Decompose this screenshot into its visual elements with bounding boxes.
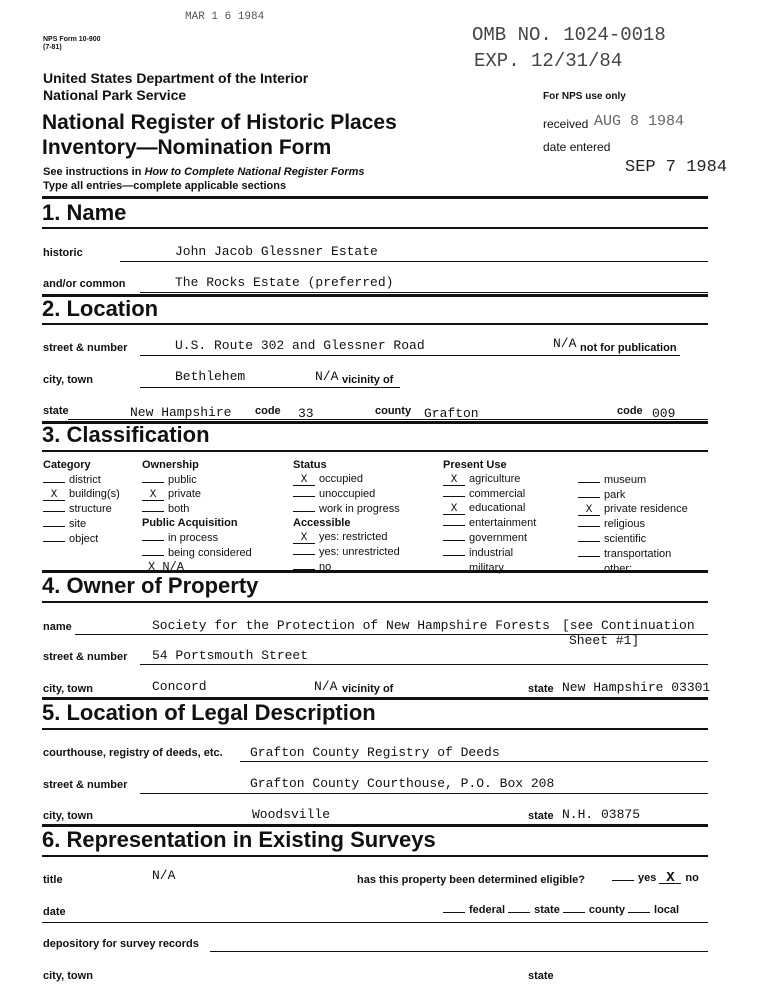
checkbox[interactable]: [43, 472, 65, 483]
status-item-label: unoccupied: [319, 488, 376, 500]
owner-street-label: street & number: [43, 651, 128, 663]
present-use-column: [443, 458, 536, 575]
category-item-label: district: [69, 474, 101, 486]
present-use-item-label: agriculture: [469, 473, 521, 485]
legal-street-value: Grafton County Courthouse, P.O. Box 208: [250, 776, 555, 791]
eligible-options: [612, 870, 699, 884]
form-number: NPS Form 10-900: [43, 36, 101, 43]
county-label: county: [375, 405, 412, 417]
field-underline: [140, 292, 708, 293]
location-city-value: Bethlehem: [175, 369, 246, 384]
field-underline: [68, 419, 708, 420]
ownership-item: [142, 487, 252, 501]
category-item: [43, 531, 120, 546]
eligible-yes-checkbox[interactable]: [612, 870, 634, 881]
legal-city-label: city, town: [43, 810, 93, 822]
checkbox[interactable]: [43, 501, 65, 512]
eligible-no-label: no: [685, 872, 699, 884]
ownership-item: [142, 501, 252, 516]
acquisition-item: [142, 530, 252, 545]
present-use-item-label: scientific: [604, 533, 647, 545]
section5-heading: 5. Location of Legal Description: [42, 700, 376, 725]
checkbox[interactable]: [43, 531, 65, 542]
section-divider: [42, 855, 708, 857]
federal-checkbox[interactable]: [443, 902, 465, 913]
accessible-item-label: no: [319, 561, 332, 573]
form-title-line2: Inventory—Nomination Form: [42, 136, 332, 159]
ownership-item-label: both: [168, 503, 190, 515]
checkbox[interactable]: X: [443, 504, 465, 515]
owner-name-value: Society for the Protection of New Hampshire Forests: [152, 618, 550, 633]
section-divider: [42, 450, 708, 452]
form-number-block: [43, 36, 101, 52]
instructions-line2: Type all entries—complete applicable sections: [43, 180, 287, 192]
checkbox[interactable]: [443, 486, 465, 497]
date-entered-value: SEP 7 1984: [625, 158, 728, 177]
field-underline: [120, 261, 708, 262]
eligible-question: has this property been determined eligible?: [357, 874, 585, 886]
present-use-item-label: entertainment: [469, 517, 537, 529]
acquisition-item-label: being considered: [168, 547, 252, 559]
service-name: National Park Service: [43, 87, 187, 103]
checkbox[interactable]: X: [293, 475, 315, 486]
present-use-item: [578, 561, 688, 576]
field-underline: [140, 664, 708, 665]
present-use-item-label: private residence: [604, 503, 688, 515]
survey-title-value: N/A: [152, 868, 176, 883]
eligible-no-checkbox[interactable]: X: [659, 873, 681, 884]
county-code-value: 009: [652, 406, 676, 421]
acquisition-item-label: in process: [168, 532, 219, 544]
section-divider: [42, 227, 708, 229]
present-use-item: [578, 516, 688, 531]
owner-city-label: city, town: [43, 683, 93, 695]
expiration-date: EXP. 12/31/84: [474, 50, 623, 72]
location-state-label: state: [43, 405, 69, 417]
legal-state-value: N.H. 03875: [562, 807, 641, 822]
nps-use-heading: For NPS use only: [543, 91, 626, 102]
received-value: AUG 8 1984: [594, 113, 685, 130]
common-name-label: and/or common: [43, 278, 126, 290]
ownership-item-label: private: [168, 488, 202, 500]
present-use-column-2: [578, 472, 688, 576]
section2-heading: 2. Location: [42, 296, 159, 321]
checkbox[interactable]: [443, 545, 465, 556]
owner-vicinity-value: N/A: [314, 679, 338, 694]
owner-name-note2: Sheet #1]: [569, 633, 640, 648]
legal-state-label: state: [528, 810, 554, 822]
public-acquisition-title: Public Acquisition: [142, 517, 238, 529]
not-for-publication-value: N/A: [553, 336, 577, 351]
checkbox[interactable]: X: [142, 490, 164, 501]
checkbox[interactable]: [142, 472, 164, 483]
present-use-title: Present Use: [443, 459, 507, 471]
owner-city-value: Concord: [152, 679, 207, 694]
state-checkbox[interactable]: [508, 902, 530, 913]
present-use-item-label: educational: [469, 502, 526, 514]
present-use-item-label: museum: [604, 474, 647, 486]
survey-title-label: title: [43, 874, 63, 886]
category-title: Category: [43, 459, 91, 471]
checkbox[interactable]: [142, 530, 164, 541]
checkbox[interactable]: [293, 486, 315, 497]
local-checkbox[interactable]: [628, 902, 650, 913]
status-item: [293, 472, 400, 486]
checkbox[interactable]: [443, 515, 465, 526]
section1-heading: 1. Name: [42, 200, 127, 225]
field-underline: [140, 387, 400, 388]
category-item: [43, 501, 120, 516]
ownership-column: [142, 458, 252, 574]
depository-label: depository for survey records: [43, 938, 199, 950]
accessible-title: Accessible: [293, 517, 351, 529]
ownership-title: Ownership: [142, 459, 199, 471]
present-use-item: [443, 486, 536, 501]
section-divider: [42, 728, 708, 730]
location-vicinity-label: vicinity of: [342, 374, 394, 386]
present-use-item: [578, 472, 688, 487]
accessible-item-label: yes: restricted: [319, 531, 388, 543]
checkbox[interactable]: [142, 501, 164, 512]
ownership-item-label: public: [168, 474, 197, 486]
checkbox[interactable]: X: [443, 475, 465, 486]
section-divider: [42, 323, 708, 325]
location-street-value: U.S. Route 302 and Glessner Road: [175, 338, 425, 353]
status-item-label: work in progress: [319, 503, 400, 515]
form-title-line1: National Register of Historic Places: [42, 111, 397, 134]
owner-name-label: name: [43, 621, 72, 633]
date-entered-label: date entered: [543, 140, 611, 154]
historic-label: historic: [43, 247, 83, 259]
omb-number: OMB NO. 1024-0018: [472, 24, 666, 46]
survey-date-label: date: [43, 906, 66, 918]
status-item: [293, 486, 400, 501]
federal-label: federal: [469, 904, 506, 916]
present-use-item: [578, 487, 688, 502]
field-underline: [140, 793, 708, 794]
section-divider: [42, 601, 708, 603]
acquisition-item: [142, 545, 252, 560]
present-use-item-label: commercial: [469, 488, 526, 500]
owner-state-value: New Hampshire 03301: [562, 680, 711, 695]
department-name: United States Department of the Interior: [43, 70, 309, 86]
present-use-item: [443, 515, 536, 530]
present-use-item-label: military: [469, 562, 504, 574]
county-checkbox[interactable]: [563, 902, 585, 913]
legal-street-label: street & number: [43, 779, 128, 791]
section3-heading: 3. Classification: [42, 422, 210, 447]
checkbox[interactable]: [142, 545, 164, 556]
category-item-label: object: [69, 533, 99, 545]
section4-heading: 4. Owner of Property: [42, 573, 259, 598]
checkbox[interactable]: X: [293, 533, 315, 544]
location-vicinity-value: N/A: [315, 369, 339, 384]
checkbox[interactable]: [293, 544, 315, 555]
present-use-item: [443, 501, 536, 515]
category-item: [43, 487, 120, 501]
present-use-item: [578, 502, 688, 516]
accessible-item: [293, 544, 400, 559]
owner-vicinity-label: vicinity of: [342, 683, 394, 695]
owner-street-value: 54 Portsmouth Street: [152, 648, 309, 663]
checkbox[interactable]: [578, 516, 600, 527]
state-code-value: 33: [298, 406, 314, 421]
instructions-line1: [43, 166, 365, 178]
category-item-label: site: [69, 518, 87, 530]
courthouse-label: courthouse, registry of deeds, etc.: [43, 747, 223, 759]
category-item: [43, 472, 120, 487]
not-for-publication-label: not for publication: [580, 342, 677, 354]
accessible-item-label: yes: unrestricted: [319, 546, 400, 558]
present-use-item-label: religious: [604, 518, 645, 530]
state-code-label: code: [255, 405, 281, 417]
present-use-item: [578, 531, 688, 546]
owner-name-note1: [see Continuation: [562, 618, 695, 633]
category-item-label: structure: [69, 503, 112, 515]
checkbox[interactable]: [443, 530, 465, 541]
present-use-item: [443, 472, 536, 486]
present-use-item: [443, 545, 536, 560]
location-street-label: street & number: [43, 342, 128, 354]
checkbox[interactable]: [578, 531, 600, 542]
status-column: [293, 458, 400, 574]
received-label: received: [543, 117, 589, 131]
field-underline: [210, 951, 708, 952]
common-name-value: The Rocks Estate (preferred): [175, 275, 394, 290]
field-underline: [240, 761, 708, 762]
ownership-item: [142, 472, 252, 487]
status-title: Status: [293, 459, 327, 471]
status-item: [293, 501, 400, 516]
location-state-value: New Hampshire: [130, 405, 232, 420]
accessible-item: [293, 530, 400, 544]
county-code-label: code: [617, 405, 643, 417]
section-divider: [42, 196, 708, 199]
historic-name-value: John Jacob Glessner Estate: [175, 244, 378, 259]
present-use-item-label: other:: [604, 563, 633, 575]
category-item-label: building(s): [69, 488, 120, 500]
local-label: local: [654, 904, 680, 916]
field-underline: [75, 634, 708, 635]
acquisition-note: X N/A: [148, 560, 185, 574]
location-city-label: city, town: [43, 374, 93, 386]
instructions-prefix: See instructions in: [43, 166, 145, 178]
category-item: [43, 516, 120, 531]
present-use-item-label: park: [604, 489, 626, 501]
present-use-item-label: industrial: [469, 547, 514, 559]
received-date-stamp: MAR 1 6 1984: [185, 11, 265, 23]
present-use-item: [443, 530, 536, 545]
checkbox[interactable]: [293, 559, 315, 570]
eligible-yes-label: yes: [638, 872, 657, 884]
category-column: [43, 458, 120, 546]
present-use-item-label: government: [469, 532, 528, 544]
checkbox[interactable]: [293, 501, 315, 512]
survey-city-label: city, town: [43, 970, 93, 982]
checkbox[interactable]: X: [578, 505, 600, 516]
status-item-label: occupied: [319, 473, 364, 485]
survey-state-label: state: [528, 970, 554, 982]
courthouse-value: Grafton County Registry of Deeds: [250, 745, 500, 760]
field-underline: [42, 922, 708, 923]
checkbox[interactable]: [578, 487, 600, 498]
legal-city-value: Woodsville: [252, 807, 331, 822]
owner-state-label: state: [528, 683, 554, 695]
county-value: Grafton: [424, 406, 479, 421]
checkbox[interactable]: X: [43, 490, 65, 501]
field-underline: [140, 355, 680, 356]
form-revision: (7-81): [43, 44, 62, 51]
state-level-label: state: [534, 904, 560, 916]
section6-heading: 6. Representation in Existing Surveys: [42, 827, 436, 852]
present-use-item-label: transportation: [604, 548, 672, 560]
checkbox[interactable]: [578, 546, 600, 557]
checkbox[interactable]: [43, 516, 65, 527]
checkbox[interactable]: [578, 472, 600, 483]
present-use-item: [578, 546, 688, 561]
survey-level-options: [443, 902, 679, 916]
county-level-label: county: [588, 904, 625, 916]
instructions-title: How to Complete National Register Forms: [144, 166, 365, 178]
